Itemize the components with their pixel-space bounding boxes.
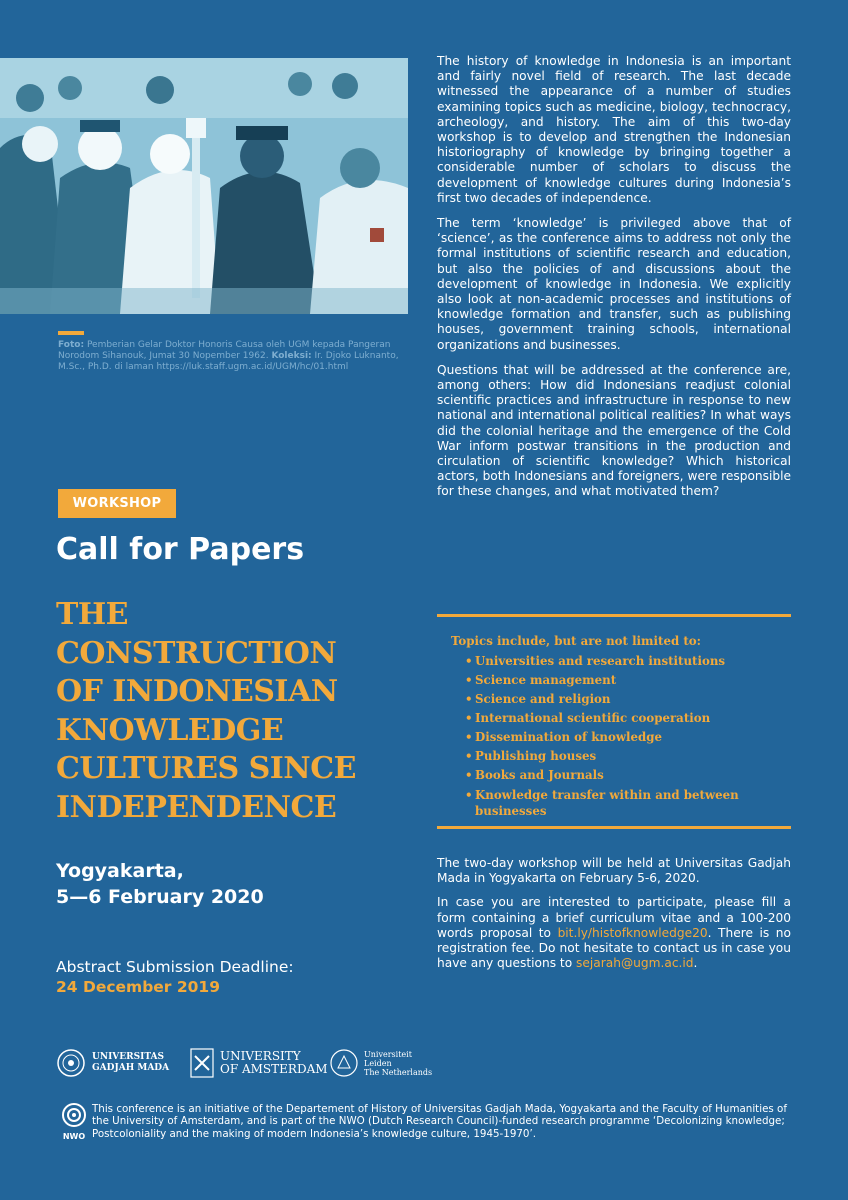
venue-date [56, 858, 264, 910]
topics-top-rule [437, 614, 791, 617]
details-text-part: In case you are interested to participate, please fill a form containing a brief curriculum vitae and a 100-200 words proposal to [437, 895, 791, 940]
details-text [437, 856, 791, 980]
topic-item: • Dissemination of knowledge [465, 728, 781, 747]
topic-item: • Books and Journals [465, 766, 781, 785]
caption-foto-text: Pemberian Gelar Doktor Honoris Causa oleh UGM kepada Pangeran Norodom Sihanouk, Jumat 30 Nopember 1962. [58, 340, 391, 361]
topics-heading: Topics include, but are not limited to: [451, 634, 701, 648]
ugm-name-line: GADJAH MADA [92, 1063, 170, 1073]
deadline-label: Abstract Submission Deadline: [56, 958, 294, 976]
details-text-part: . There is no registration fee. Do not hesitate to contact us in case you have any questions to [437, 925, 791, 971]
topic-item: • Publishing houses [465, 747, 781, 766]
nwo-label: NWO [62, 1132, 86, 1141]
caption-koleksi-text: Ir. Djoko Luknanto, M.Sc., Ph.D. di laman https://luk.staff.ugm.ac.id/UGM/hc/01.html [58, 351, 399, 372]
title-line: INDEPENDENCE [56, 789, 337, 825]
title-line: CONSTRUCTION [56, 635, 337, 671]
logos-row [56, 1048, 476, 1088]
title-line: OF INDONESIAN [56, 674, 338, 709]
topic-item: • Science management [465, 671, 781, 690]
topic-item: • Universities and research institutions [465, 652, 781, 671]
uva-crest-icon [190, 1048, 214, 1078]
nwo-swirl-icon [60, 1102, 88, 1128]
leiden-name-line: The Netherlands [364, 1067, 433, 1077]
topics-list [451, 632, 781, 819]
intro-text [437, 54, 791, 510]
call-for-papers-heading: Call for Papers [56, 532, 305, 567]
main-title [56, 596, 426, 827]
caption-foto-label: Foto: [58, 340, 85, 350]
uva-name-line: OF AMSTERDAM [220, 1062, 328, 1076]
footer-text: This conference is an initiative of the Departement of History of Universitas Gadjah Mada, Yogyakarta and the Faculty of Humanities of the University of Amsterdam, and is part of the NWO (Dutch Research Council)-funded research programme ‘Decolonizing knowledge; Postcoloniality and the making of modern Indonesia’s knowledge culture, 1945-1970’. [92, 1103, 787, 1140]
venue-city: Yogyakarta, [56, 860, 184, 882]
leiden-name-line: Leiden [364, 1058, 392, 1068]
contact-email-link[interactable]: sejarah@ugm.ac.id [576, 956, 694, 971]
leiden-logo [330, 1048, 432, 1078]
intro-paragraph: The term ‘knowledge’ is privileged above that of ‘science’, as the conference aims to address not only the formal institutions of scientific research and education, but also the policies of and discussions about the development of knowledge in Indonesia. We explicitly also look at non-academic processes and institutions of knowledge formation and transfer, such as publishing houses, government training schools, international organizations and businesses. [437, 216, 791, 352]
details-paragraph: The two-day workshop will be held at Universitas Gadjah Mada in Yogyakarta on February 5-6, 2020. [437, 856, 791, 886]
ceremony-photo [0, 58, 408, 314]
historical-photo-ceremony-icon [0, 58, 408, 314]
title-line: THE [56, 597, 129, 632]
title-line: KNOWLEDGE [56, 712, 284, 748]
caption-koleksi-label: Koleksi: [271, 351, 312, 361]
venue-dates: 5—6 February 2020 [56, 886, 264, 908]
ugm-seal-icon [56, 1048, 86, 1078]
deadline-date: 24 December 2019 [56, 978, 220, 996]
workshop-badge: WORKSHOP [58, 489, 176, 518]
nwo-logo [58, 1102, 90, 1141]
topic-item: • Knowledge transfer within and between businesses [465, 785, 781, 819]
topic-item: • International scientific cooperation [465, 709, 781, 728]
ugm-logo [56, 1048, 169, 1078]
photo-caption [58, 340, 408, 373]
leiden-seal-icon [330, 1048, 358, 1078]
intro-paragraph: The history of knowledge in Indonesia is an important and fairly novel field of research. The last decade witnessed the appearance of a number of studies examining topics such as medicine, biology, technocracy, archeology, and history. The aim of this two-day workshop is to develop and strengthen the Indonesian historiography of knowledge by bringing together a considerable number of scholars to discuss the development of knowledge cultures during Indonesia’s first two decades of independence. [437, 54, 791, 205]
uva-name-line: UNIVERSITY [220, 1049, 301, 1063]
details-text-part: . [693, 956, 698, 971]
ugm-name-line: UNIVERSITAS [92, 1052, 165, 1062]
topics-bottom-rule [437, 826, 791, 829]
registration-link[interactable]: bit.ly/histofknowledge20 [557, 925, 708, 940]
leiden-name-line: Universiteit [364, 1049, 412, 1059]
caption-accent-bar [58, 331, 84, 335]
details-paragraph [437, 895, 791, 971]
title-line: CULTURES SINCE [56, 751, 356, 786]
topic-item: • Science and religion [465, 690, 781, 709]
intro-paragraph: Questions that will be addressed at the conference are, among others: How did Indonesians readjust colonial scientific practices and infrastructure in response to new national and international political realities? In what ways did the colonial heritage and the emergence of the Cold War inform postwar transitions in the production and circulation of scientific knowledge? Which historical actors, both Indonesians and foreigners, were responsible for these changes, and what motivated them? [437, 362, 791, 499]
uva-logo [190, 1048, 328, 1078]
